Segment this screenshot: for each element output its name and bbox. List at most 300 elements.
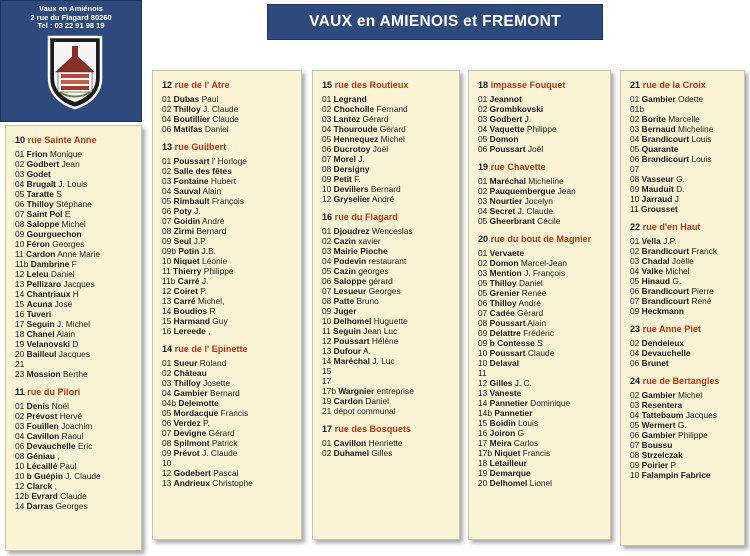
resident-first-name: Berthe — [62, 369, 88, 379]
resident-first-name: , — [54, 481, 57, 491]
resident-row — [630, 286, 740, 296]
resident-row — [478, 144, 606, 154]
resident-row — [630, 94, 740, 104]
house-number: 09 — [478, 338, 488, 348]
resident-first-name: Georges — [368, 286, 401, 296]
resident-last-name: Chanel — [26, 329, 55, 339]
resident-first-name: gérard — [368, 276, 393, 286]
street-heading — [162, 142, 297, 153]
resident-last-name: Thouroude — [333, 124, 378, 134]
house-number: 09 — [322, 306, 332, 316]
resident-last-name: Gambier — [173, 388, 208, 398]
house-number: 11b — [162, 276, 176, 286]
resident-row — [478, 438, 606, 448]
resident-last-name: Godbert — [489, 114, 523, 124]
resident-row — [322, 336, 455, 346]
resident-last-name: Prévost — [26, 411, 58, 421]
house-number: 01 — [322, 94, 332, 104]
resident-first-name: Joël — [527, 144, 544, 154]
house-number: 02 — [478, 104, 488, 114]
resident-first-name: Renée — [521, 288, 547, 298]
street-number: 10 — [15, 135, 26, 145]
resident-first-name: François — [211, 196, 244, 206]
resident-row — [322, 194, 455, 204]
resident-row — [630, 174, 740, 184]
resident-last-name: Dambrine — [30, 259, 70, 269]
street-number: 21 — [630, 80, 641, 90]
resident-row — [15, 319, 137, 329]
resident-last-name: Lesueur — [333, 286, 367, 296]
resident-last-name: Dersigny — [333, 164, 370, 174]
resident-last-name: Clarck — [26, 481, 53, 491]
resident-first-name: Joachim — [61, 421, 93, 431]
house-number: 09 — [162, 448, 172, 458]
resident-row — [15, 451, 137, 461]
resident-last-name: Carré — [173, 296, 196, 306]
house-number: 09 — [322, 174, 332, 184]
resident-row — [630, 390, 740, 400]
resident-first-name: georges — [358, 266, 389, 276]
street-number: 23 — [630, 324, 641, 334]
resident-row — [322, 286, 455, 296]
house-number: 07 — [162, 216, 172, 226]
resident-row — [630, 236, 740, 246]
resident-list — [162, 156, 297, 336]
resident-first-name: Louis — [691, 154, 712, 164]
resident-first-name: Christophe — [212, 478, 253, 488]
resident-row — [630, 306, 740, 316]
resident-first-name: Cécile — [537, 216, 561, 226]
resident-row — [478, 206, 606, 216]
resident-first-name: Daniel — [50, 269, 75, 279]
street-number: 22 — [630, 222, 641, 232]
house-number: 01 — [630, 236, 640, 246]
resident-row — [630, 184, 740, 194]
street-name: rue des Bosquets — [334, 424, 411, 434]
house-number: 02 — [478, 258, 488, 268]
street-name: rue Sainte Anne — [27, 135, 97, 145]
resident-first-name: Michel — [677, 390, 703, 400]
resident-last-name: Vaquette — [489, 124, 525, 134]
resident-first-name: J.P. — [193, 236, 208, 246]
resident-last-name: Tattebaum — [641, 410, 684, 420]
resident-first-name: J. Claude — [202, 448, 238, 458]
resident-row — [162, 296, 297, 306]
resident-row — [15, 491, 137, 501]
resident-last-name: Prévot — [173, 448, 200, 458]
street-heading — [630, 324, 740, 335]
house-number: 08 — [478, 318, 488, 328]
resident-row — [478, 124, 606, 134]
street-column — [620, 70, 745, 546]
house-number: 04 — [162, 114, 172, 124]
house-number: 12 — [322, 194, 332, 204]
resident-last-name: Andrieux — [173, 478, 210, 488]
resident-first-name: Jean — [557, 186, 576, 196]
resident-last-name: Poussart — [489, 318, 526, 328]
resident-first-name: J. — [201, 276, 209, 286]
street-name: rue du Flagard — [334, 212, 398, 222]
resident-first-name: G. — [676, 174, 685, 184]
resident-first-name: J. Louis — [58, 179, 88, 189]
house-number: 10 — [322, 184, 332, 194]
resident-last-name: Patte — [333, 296, 355, 306]
house-number: 05 — [478, 134, 488, 144]
resident-list — [630, 94, 740, 214]
house-number: 10 — [478, 348, 488, 358]
resident-first-name: José — [54, 299, 73, 309]
house-number: 08 — [322, 296, 332, 306]
resident-first-name: Jacques — [58, 349, 90, 359]
house-number: 04 — [478, 206, 488, 216]
house-number: 05 — [162, 196, 172, 206]
house-number: 02 — [322, 236, 332, 246]
resident-row — [630, 266, 740, 276]
resident-last-name: Boutillier — [173, 114, 210, 124]
resident-first-name: Gérard — [379, 124, 406, 134]
resident-row — [630, 460, 740, 470]
street-number: 14 — [162, 344, 173, 354]
resident-list — [162, 358, 297, 488]
resident-first-name: Daniel — [204, 124, 229, 134]
street-name: rue du Pilori — [27, 387, 81, 397]
resident-first-name: Huguette — [373, 316, 408, 326]
resident-last-name: Gourguechon — [26, 229, 82, 239]
resident-last-name: Lécaillé — [26, 461, 58, 471]
street-heading — [322, 212, 455, 223]
house-number: 03 — [630, 124, 640, 134]
resident-row — [162, 276, 297, 286]
resident-row — [15, 461, 137, 471]
house-number: 11 — [162, 266, 171, 276]
resident-first-name: Jean — [61, 159, 80, 169]
house-number: 10 — [630, 194, 640, 204]
house-number: 01 — [162, 156, 172, 166]
resident-row — [162, 196, 297, 206]
resident-last-name: Thilloy — [173, 378, 201, 388]
house-number: 04 — [162, 186, 172, 196]
resident-last-name: Chocholle — [333, 104, 375, 114]
resident-first-name: Georges — [52, 239, 85, 249]
resident-first-name: Claude — [212, 114, 239, 124]
house-number: 06 — [630, 154, 640, 164]
resident-last-name: Brandicourt — [641, 296, 690, 306]
house-number: 03 — [162, 176, 172, 186]
resident-row — [162, 206, 297, 216]
house-number: 13 — [162, 478, 172, 488]
house-number: 20 — [15, 349, 25, 359]
resident-last-name: Domon — [489, 258, 519, 268]
resident-row — [630, 246, 740, 256]
house-number: 06 — [630, 430, 640, 440]
resident-first-name: Gilles — [371, 448, 393, 458]
house-number: 19 — [322, 396, 332, 406]
resident-row — [630, 104, 740, 114]
resident-last-name: Wargnier — [338, 386, 375, 396]
house-number: 04 — [162, 388, 172, 398]
house-number: 15 — [162, 316, 172, 326]
house-number: 16 — [478, 428, 488, 438]
house-number: 02 — [322, 448, 332, 458]
resident-first-name: G. — [672, 276, 682, 286]
contact-line: 2 rue du Flagard 80260 — [30, 12, 112, 22]
resident-last-name: Mairie Pioche — [333, 246, 388, 256]
resident-last-name: Spilmont — [173, 438, 210, 448]
house-number: 03 — [162, 378, 172, 388]
house-number: 19 — [478, 468, 488, 478]
resident-list — [478, 176, 606, 226]
resident-last-name: Mordacque — [173, 408, 219, 418]
house-number: 20 — [478, 478, 488, 488]
house-number: 05 — [630, 276, 640, 286]
resident-first-name: J. Claude — [65, 471, 101, 481]
resident-row — [322, 246, 455, 256]
resident-row — [162, 246, 297, 256]
house-number: 02 — [15, 411, 25, 421]
resident-list — [15, 149, 137, 379]
resident-first-name: J. — [524, 114, 532, 124]
resident-row — [162, 378, 297, 388]
resident-last-name: Grousset — [641, 204, 678, 214]
house-number: 04 — [15, 179, 25, 189]
resident-row — [322, 124, 455, 134]
resident-row — [322, 174, 455, 184]
resident-last-name: Gryselier — [333, 194, 370, 204]
resident-last-name: Gambier — [641, 430, 676, 440]
resident-row — [15, 481, 137, 491]
resident-first-name: l' Horloge — [211, 156, 247, 166]
resident-first-name: Claude — [60, 491, 87, 501]
resident-row — [630, 204, 740, 214]
resident-row — [630, 296, 740, 306]
resident-row — [478, 388, 606, 398]
resident-row — [322, 306, 455, 316]
house-number: 04 — [322, 124, 332, 134]
resident-first-name: Frédéric — [523, 328, 554, 338]
resident-first-name: Louis — [691, 134, 712, 144]
resident-row — [15, 239, 137, 249]
house-number: 05 — [478, 278, 488, 288]
resident-first-name: F — [71, 259, 77, 269]
resident-row — [478, 408, 606, 418]
resident-last-name: Taratte — [26, 189, 54, 199]
resident-last-name: b Contesse — [489, 338, 535, 348]
house-number: 12 — [15, 269, 25, 279]
resident-last-name: Coiret — [173, 286, 198, 296]
house-number: 07 — [15, 209, 25, 219]
street-name: rue Chavette — [490, 162, 546, 172]
resident-row — [322, 114, 455, 124]
resident-last-name: Godebert — [173, 468, 211, 478]
house-number: 21 — [322, 406, 332, 416]
house-number: 11b — [15, 259, 29, 269]
house-number: 13 — [15, 279, 25, 289]
resident-row — [630, 134, 740, 144]
resident-first-name: Léonie — [202, 256, 228, 266]
resident-row — [15, 199, 137, 209]
resident-last-name: Juger — [333, 306, 357, 316]
resident-first-name: Georges — [55, 501, 88, 511]
resident-last-name: Velanovski — [26, 339, 70, 349]
resident-first-name: D — [72, 339, 79, 349]
house-number: 02 — [15, 159, 25, 169]
resident-row — [162, 216, 297, 226]
street-number: 11 — [15, 387, 25, 397]
resident-row — [15, 501, 137, 511]
resident-first-name: P. — [203, 418, 210, 428]
house-number: 01 — [630, 94, 640, 104]
resident-row — [162, 458, 297, 468]
resident-last-name: Bailleul — [26, 349, 57, 359]
resident-last-name: Heckmann — [641, 306, 685, 316]
house-number: 03 — [15, 421, 25, 431]
resident-first-name: Alain — [527, 318, 546, 328]
resident-first-name: Hélène — [371, 336, 399, 346]
resident-row — [162, 266, 297, 276]
house-number: 14 — [478, 398, 488, 408]
street-number: 24 — [630, 376, 641, 386]
street-name: rue de l' Atre — [174, 80, 230, 90]
house-number: 06 — [630, 286, 640, 296]
resident-row — [478, 428, 606, 438]
resident-first-name: G. — [677, 420, 687, 430]
resident-first-name: Wenceslas — [371, 226, 413, 236]
resident-first-name: J. Claude — [517, 206, 553, 216]
resident-list — [630, 236, 740, 316]
resident-row — [15, 309, 137, 319]
house-number: 09b — [162, 246, 176, 256]
house-number: 02 — [162, 166, 172, 176]
resident-first-name: S — [56, 189, 62, 199]
resident-row — [322, 134, 455, 144]
resident-last-name: Jeannot — [489, 94, 522, 104]
street-heading — [478, 234, 606, 245]
house-number: 10 — [322, 316, 332, 326]
resident-row — [162, 236, 297, 246]
resident-row — [15, 471, 137, 481]
resident-first-name: André — [518, 298, 541, 308]
resident-row — [322, 164, 455, 174]
resident-last-name: Gambier — [641, 390, 676, 400]
resident-list — [630, 338, 740, 368]
house-number: 05 — [478, 288, 488, 298]
resident-row — [162, 176, 297, 186]
resident-first-name: dépot communal — [333, 406, 396, 416]
resident-last-name: Brunet — [641, 358, 669, 368]
house-number: 09 — [630, 306, 640, 316]
house-number: 04 — [630, 410, 640, 420]
resident-row — [478, 318, 606, 328]
resident-first-name: entreprise — [376, 386, 414, 396]
resident-last-name: Vella — [641, 236, 661, 246]
house-number: 21 — [15, 359, 25, 369]
house-number: 05 — [322, 134, 332, 144]
resident-first-name: Jacques — [685, 410, 717, 420]
house-number: 09 — [630, 184, 640, 194]
resident-last-name: Pannetier — [489, 398, 528, 408]
house-number: 02 — [162, 368, 172, 378]
resident-first-name: restaurant — [368, 256, 407, 266]
street-number: 20 — [478, 234, 489, 244]
resident-last-name: Thilloy — [489, 278, 517, 288]
resident-last-name: Chadal — [641, 256, 670, 266]
resident-first-name: , — [57, 451, 60, 461]
house-number: 12 — [478, 378, 488, 388]
house-number: 04 — [630, 134, 640, 144]
street-column — [312, 70, 460, 540]
house-number: 15 — [15, 299, 25, 309]
resident-last-name: Quarante — [641, 144, 679, 154]
resident-last-name: Dendeleux — [641, 338, 685, 348]
street-number: 13 — [162, 142, 173, 152]
resident-row — [15, 219, 137, 229]
resident-row — [630, 420, 740, 430]
contact-line: Vaux en Amiénois — [39, 4, 103, 13]
resident-first-name: J. C. — [514, 378, 533, 388]
resident-last-name: Delemotte — [178, 398, 219, 408]
resident-first-name: Joëlle — [671, 256, 694, 266]
resident-last-name: Féron — [26, 239, 50, 249]
resident-row — [15, 189, 137, 199]
resident-last-name: Secret — [489, 206, 516, 216]
house-number: 06 — [162, 206, 172, 216]
resident-row — [322, 276, 455, 286]
resident-last-name: Poussart — [489, 144, 526, 154]
street-number: 12 — [162, 80, 173, 90]
resident-first-name: Micheline — [528, 176, 564, 186]
resident-last-name: Tuveri — [26, 309, 52, 319]
resident-row — [162, 326, 297, 336]
house-number: 14b — [478, 408, 492, 418]
resident-last-name: Delaval — [489, 358, 519, 368]
resident-first-name: J. Claude — [202, 104, 239, 114]
house-number: 08 — [15, 219, 25, 229]
house-number: 04 — [322, 256, 332, 266]
resident-last-name: Ducrotoy — [333, 144, 371, 154]
house-number: 03 — [478, 268, 488, 278]
resident-last-name: Poty — [173, 206, 192, 216]
resident-first-name: Micheline — [677, 124, 714, 134]
resident-last-name: Lantez — [333, 114, 361, 124]
resident-first-name: Michel, — [197, 296, 225, 306]
resident-row — [322, 256, 455, 266]
resident-row — [478, 458, 606, 468]
resident-last-name: Fontaine — [173, 176, 209, 186]
resident-last-name: Pellizaro — [26, 279, 62, 289]
resident-last-name: Mauduit — [641, 184, 674, 194]
resident-list — [630, 390, 740, 480]
resident-row — [15, 249, 137, 259]
resident-last-name: Poussart — [173, 156, 210, 166]
resident-last-name: Sauval — [173, 186, 201, 196]
house-number: 12 — [15, 481, 25, 491]
street-name: rue de Bertangles — [642, 376, 720, 386]
house-number: 06 — [162, 124, 172, 134]
resident-first-name: Gérard — [208, 428, 235, 438]
resident-row — [630, 440, 740, 450]
resident-first-name: P — [670, 460, 677, 470]
resident-list — [478, 94, 606, 154]
resident-row — [630, 358, 740, 368]
house-number: 15 — [322, 366, 332, 376]
resident-last-name: Brugalt — [26, 179, 56, 189]
house-number: 03 — [322, 114, 332, 124]
house-number: 10 — [15, 461, 25, 471]
resident-row — [478, 268, 606, 278]
coat-of-arms-icon — [46, 34, 104, 110]
resident-first-name: Henriette — [368, 438, 403, 448]
resident-first-name: , — [208, 326, 211, 336]
